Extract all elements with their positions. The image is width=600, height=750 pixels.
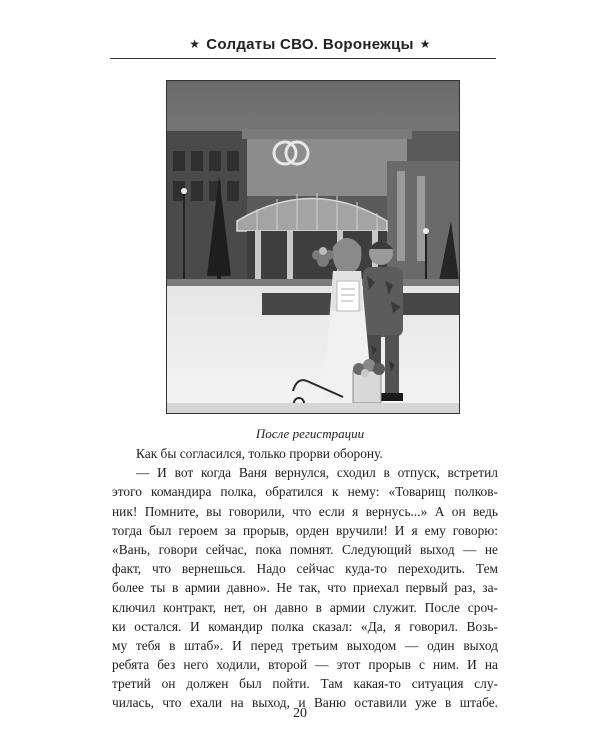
star-right-icon: ★ xyxy=(419,37,431,51)
page-number: 20 xyxy=(293,706,307,721)
header-rule xyxy=(110,58,496,59)
text-line: факт, что вернешься. Надо сейчас куда-то переходить. Тем xyxy=(112,561,498,577)
text-line: ребята без него ходили, второй — этот прорыв с ним. И на xyxy=(112,657,498,673)
text-line: — И вот когда Ваня вернулся, сходил в отпуск, встретил xyxy=(136,465,498,481)
text-line: третий он должен был пойти. Там какая-то ситуация слу- xyxy=(112,676,498,692)
text-line: ник! Помните, вы говорили, что если я вернусь...» А он ведь xyxy=(112,503,498,519)
running-header xyxy=(130,36,490,53)
text-line: «Вань, говори сейчас, пока помнят. Следующий выход — не xyxy=(112,541,498,557)
text-line: тогда был героем за прорыв, орден вручили! И я ему говорю: xyxy=(112,522,498,538)
wedding-photo-illustration xyxy=(167,81,459,413)
text-line: этого командира полка, обратился к нему: «Товарищ полков- xyxy=(112,484,498,500)
photo-caption: После регистрации xyxy=(255,426,365,441)
running-header-title: Солдаты СВО. Воронежцы xyxy=(206,36,414,53)
text-line: более ты в армии давно». Не так, что приехал первый раз, за- xyxy=(112,580,498,596)
star-left-icon: ★ xyxy=(189,37,201,51)
text-line: чилась, что ехали на выход, и Ваню оставили уже в штабе. xyxy=(112,695,498,711)
text-line: ки остался. И командир полка сказал: «Да, я говорил. Возь- xyxy=(112,618,498,634)
text-line: Как бы согласился, только прорви оборону. xyxy=(136,446,383,461)
body-text xyxy=(112,444,498,713)
text-line: му тебя в штаб». И перед третьим выходом — один выход xyxy=(112,637,498,653)
wedding-photo xyxy=(166,80,460,414)
text-line: ключил контракт, нет, он давно в армии служит. После сроч- xyxy=(112,599,498,615)
